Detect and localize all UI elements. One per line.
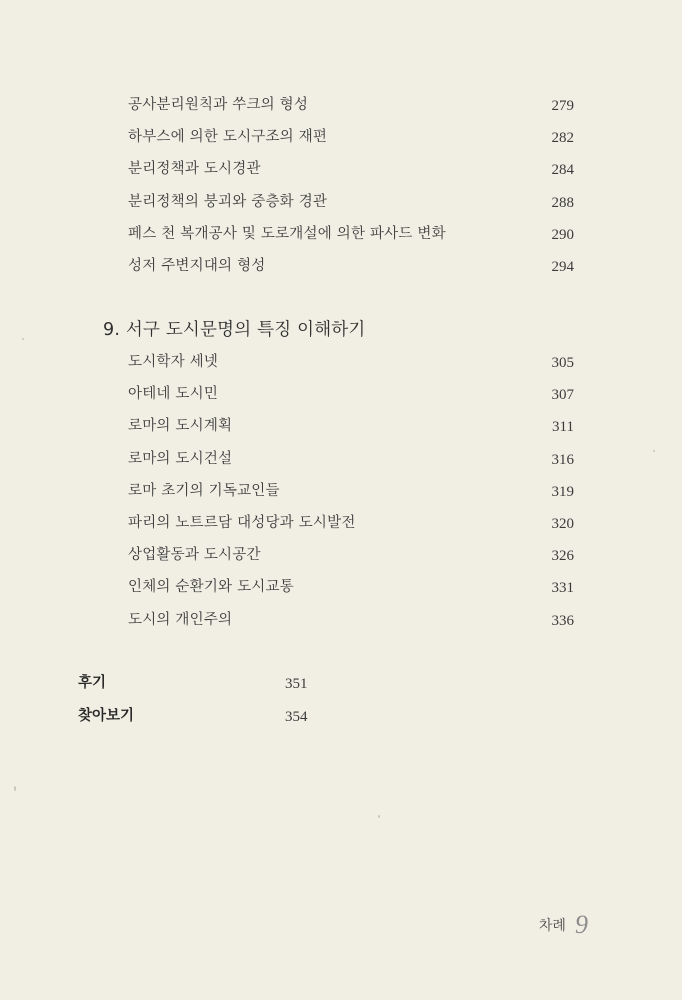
toc-entry[interactable] [0,481,682,513]
toc-entry[interactable] [0,352,682,384]
toc-entry-title: 로마의 도시계획 [128,418,233,435]
toc-entry-title: 로마 초기의 기독교인들 [128,482,280,499]
toc-entry-page: 290 [551,226,574,243]
back-matter-page: 354 [285,708,308,725]
toc-entry-page: 294 [551,258,574,275]
paper-speck [378,815,380,818]
toc-entry-title: 상업활동과 도시공간 [128,547,261,564]
toc-entry[interactable] [0,256,682,288]
toc-entry[interactable] [0,449,682,481]
chapter-heading[interactable]: 9. 서구 도시문명의 특징 이해하기 [103,320,366,340]
toc-entry-page: 311 [552,419,574,436]
toc-entry-title: 도시학자 세넷 [128,354,219,370]
toc-entry[interactable] [0,513,682,545]
toc-entry-page: 284 [551,162,574,179]
toc-entry[interactable] [0,159,682,191]
toc-entry-page: 305 [551,355,574,371]
toc-entry-page: 336 [551,612,574,629]
toc-entry[interactable] [0,192,682,224]
toc-entry-title: 도시의 개인주의 [128,611,233,628]
toc-entry-title: 분리정책과 도시경관 [128,161,261,178]
toc-entry[interactable] [0,384,682,416]
toc-entry-title: 공사분리원칙과 쑤크의 형성 [128,97,309,113]
paper-speck [14,786,16,791]
toc-entry[interactable] [0,610,682,642]
page-footer [539,910,588,940]
toc-entry-title: 분리정책의 붕괴와 중층화 경관 [128,193,328,210]
toc-entry-page: 279 [551,98,574,114]
toc-entry[interactable] [0,127,682,159]
toc-entry-title: 아테네 도시민 [128,386,219,403]
toc-entry-title: 인체의 순환기와 도시교통 [128,579,294,596]
toc-entry-page: 307 [551,387,574,404]
footer-label: 차례 [538,918,566,934]
back-matter-entry[interactable] [0,706,682,739]
back-matter-list [0,673,682,738]
back-matter-title: 후기 [78,675,107,691]
toc-entry-page: 326 [551,548,574,565]
toc-entry-page: 316 [551,451,574,468]
toc-chapter-list [0,352,682,642]
toc-entry-page: 320 [551,515,574,532]
toc-entry[interactable] [0,224,682,256]
back-matter-entry[interactable] [0,673,682,706]
toc-entry-title: 로마의 도시건설 [128,450,233,467]
paper-speck [22,338,24,340]
toc-entry-title: 하부스에 의한 도시구조의 재편 [128,129,328,146]
toc-entry-page: 331 [551,580,574,597]
toc-entry-page: 282 [551,130,574,147]
toc-entry-title: 성저 주변지대의 형성 [128,257,266,274]
toc-entry-title: 페스 천 복개공사 및 도로개설에 의한 파사드 변화 [128,225,446,242]
toc-entry[interactable] [0,577,682,609]
toc-entry[interactable] [0,95,682,127]
toc-entry-title: 파리의 노트르담 대성당과 도시발전 [128,514,356,531]
toc-section-list [0,95,682,288]
paper-speck [653,450,655,452]
toc-entry[interactable] [0,545,682,577]
back-matter-title: 찾아보기 [78,707,135,724]
back-matter-page: 351 [285,676,308,692]
toc-entry-page: 288 [551,194,574,211]
footer-page-number: 9 [575,910,588,939]
toc-entry-page: 319 [551,483,574,500]
toc-entry[interactable] [0,416,682,448]
